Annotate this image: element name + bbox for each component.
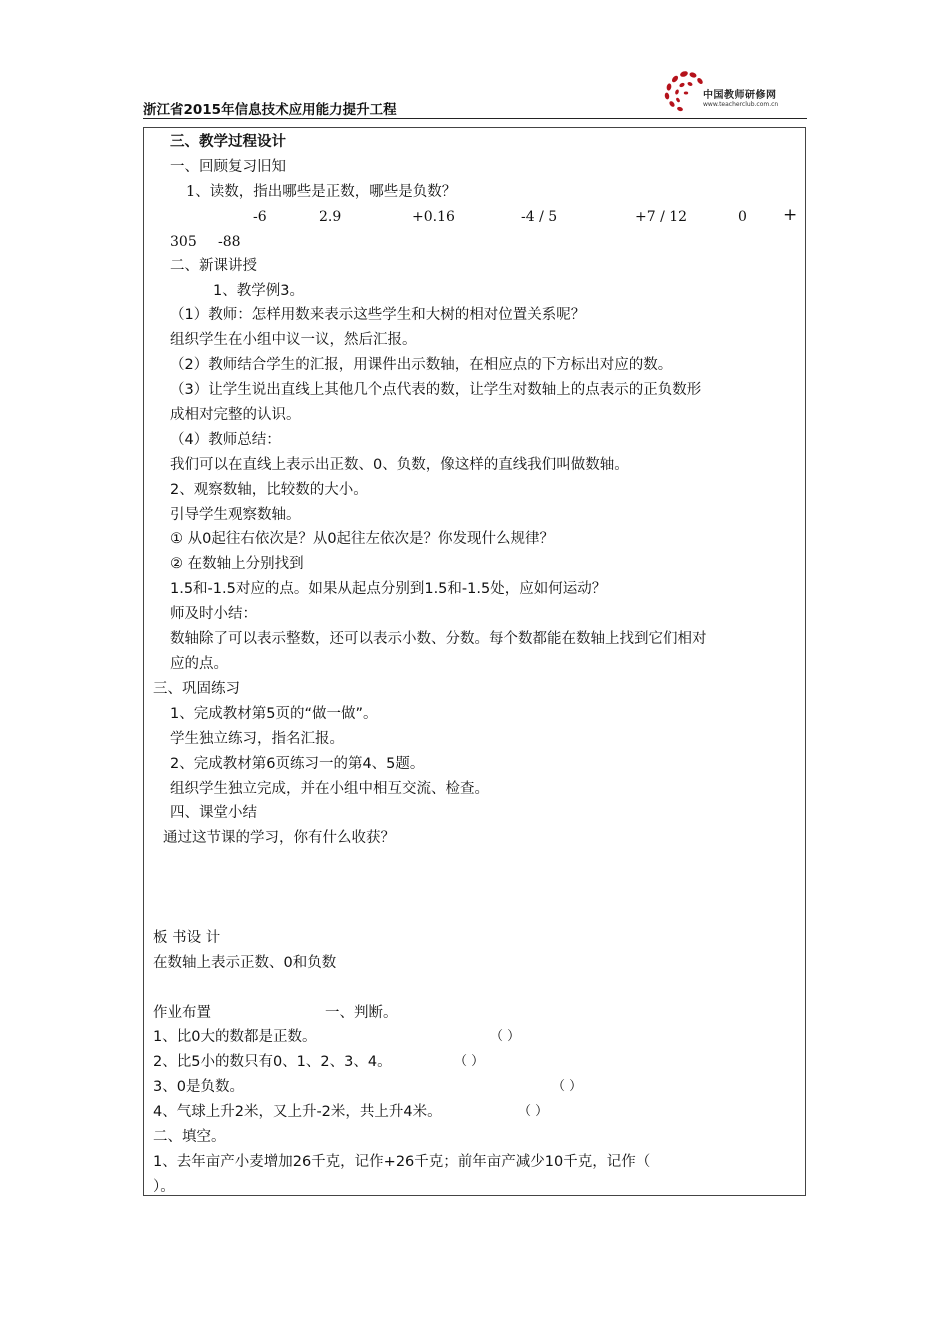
paragraph: 组织学生在小组中议一议，然后汇报。: [170, 332, 417, 348]
number-item: -6: [253, 209, 267, 225]
header-title: 浙江省2015年信息技术应用能力提升工程: [143, 102, 397, 118]
paragraph: （4）教师总结：: [170, 432, 281, 448]
number-item: +: [783, 205, 798, 225]
paragraph: （1）教师：怎样用数来表示这些学生和大树的相对位置关系呢？: [170, 307, 586, 323]
paragraph: 我们可以在直线上表示出正数、0、负数，像这样的直线我们叫做数轴。: [170, 457, 629, 473]
judge-heading: 一、判断。: [325, 1005, 398, 1021]
number-item: 2.9: [319, 209, 342, 225]
number-item: 305: [170, 234, 197, 250]
paragraph: 学生独立练习，指名汇报。: [170, 731, 344, 747]
answer-blank: （ ）: [490, 1029, 521, 1044]
paragraph: ② 在数轴上分别找到: [170, 556, 304, 572]
practice-heading: 三、巩固练习: [153, 681, 240, 697]
header-divider: [143, 118, 807, 119]
logo-name: 中国教师研修网: [703, 90, 777, 101]
judge-item: 3、0是负数。: [153, 1079, 244, 1095]
paragraph: ① 从0起往右依次是？从0起往左依次是？你发现什么规律？: [170, 531, 555, 547]
example-line: 1、教学例3。: [213, 283, 304, 299]
new-lesson-heading: 二、新课讲授: [170, 258, 257, 274]
paragraph: 应的点。: [170, 656, 228, 672]
wrapup-heading: 四、课堂小结: [170, 805, 257, 821]
paragraph: 通过这节课的学习，你有什么收获？: [163, 830, 395, 846]
review-heading: 一、回顾复习旧知: [170, 159, 286, 175]
fill-item: 1、去年亩产小麦增加26千克，记作+26千克；前年亩产减少10千克，记作（: [153, 1154, 651, 1170]
number-item: +0.16: [412, 209, 455, 225]
fill-heading: 二、填空。: [153, 1129, 226, 1145]
logo-url: www.teacherclub.com.cn: [703, 101, 779, 108]
paragraph: 成相对完整的认识。: [170, 407, 301, 423]
number-item: +7 / 12: [635, 209, 688, 225]
answer-blank: （ ）: [454, 1054, 485, 1069]
number-item: -4 / 5: [521, 209, 558, 225]
answer-blank: （ ）: [518, 1104, 549, 1119]
paragraph: 2、观察数轴，比较数的大小。: [170, 482, 368, 498]
board-text: 在数轴上表示正数、0和负数: [153, 955, 337, 971]
paragraph: 2、完成教材第6页练习一的第4、5题。: [170, 756, 425, 772]
homework-label: 作业布置: [153, 1005, 211, 1021]
answer-blank: （ ）: [552, 1079, 583, 1094]
number-item: 0: [738, 209, 747, 225]
judge-item: 2、比5小的数只有0、1、2、3、4。: [153, 1054, 392, 1070]
paragraph: 数轴除了可以表示整数，还可以表示小数、分数。每个数都能在数轴上找到它们相对: [170, 631, 707, 647]
paragraph: （3）让学生说出直线上其他几个点代表的数，让学生对数轴上的点表示的正负数形: [170, 382, 702, 398]
paragraph: （2）教师结合学生的汇报，用课件出示数轴，在相应点的下方标出对应的数。: [170, 357, 673, 373]
section-title: 三、教学过程设计: [170, 134, 286, 150]
paragraph: 1.5和-1.5对应的点。如果从起点分别到1.5和-1.5处，应如何运动？: [170, 581, 607, 597]
paragraph: 师及时小结：: [170, 606, 257, 622]
board-label: 板 书设 计: [153, 930, 221, 946]
paragraph: 引导学生观察数轴。: [170, 507, 301, 523]
number-item: -88: [218, 234, 241, 250]
fill-item: ）。: [153, 1179, 175, 1195]
paragraph: 组织学生独立完成，并在小组中相互交流、检查。: [170, 781, 489, 797]
judge-item: 4、气球上升2米，又上升-2米，共上升4米。: [153, 1104, 442, 1120]
review-question: 1、读数，指出哪些是正数，哪些是负数？: [186, 184, 457, 200]
paragraph: 1、完成教材第5页的“做一做”。: [170, 706, 378, 722]
judge-item: 1、比0大的数都是正数。: [153, 1029, 317, 1045]
